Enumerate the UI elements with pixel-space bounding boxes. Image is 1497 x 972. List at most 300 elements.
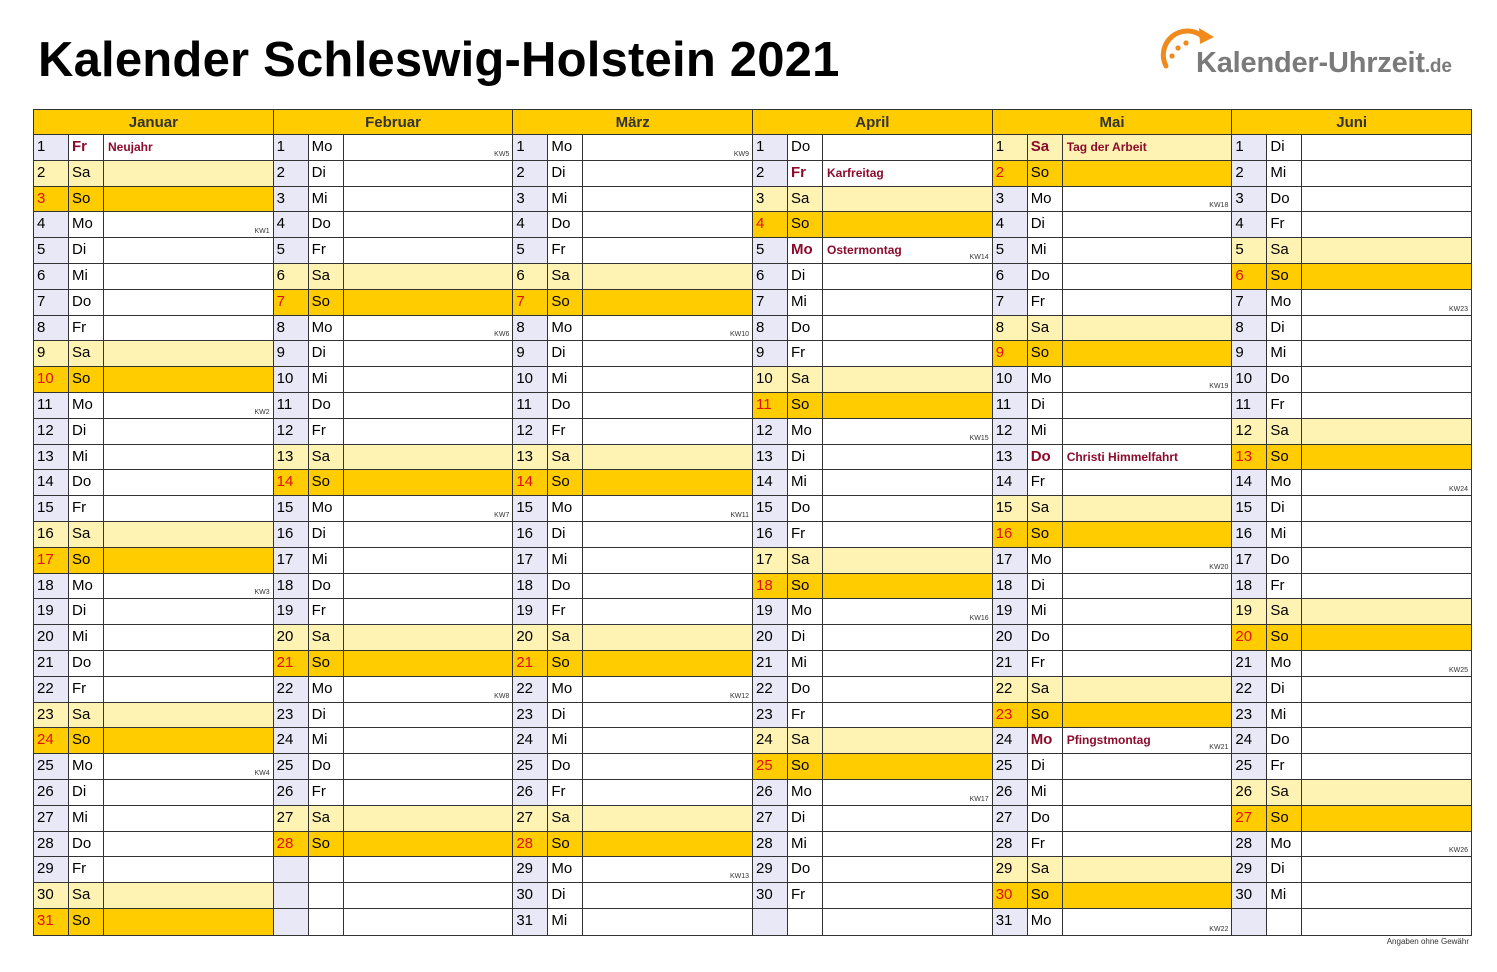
weekday-label: Mo — [788, 419, 823, 444]
weekday-label: So — [69, 367, 104, 392]
day-note-cell — [583, 625, 752, 650]
day-note-cell — [1302, 677, 1471, 702]
day-row — [513, 806, 752, 832]
weekday-label: Sa — [1267, 419, 1302, 444]
day-note-cell — [344, 238, 513, 263]
day-note-cell — [1063, 599, 1232, 624]
day-number: 27 — [753, 806, 788, 831]
day-number: 4 — [993, 212, 1028, 237]
day-number: 20 — [34, 625, 69, 650]
weekday-label: Do — [69, 651, 104, 676]
day-note-cell — [1302, 419, 1471, 444]
day-row — [753, 522, 992, 548]
empty-cell — [309, 857, 344, 882]
day-row — [274, 212, 513, 238]
weekday-label: Sa — [788, 187, 823, 212]
day-row — [274, 522, 513, 548]
weekday-label: So — [1028, 522, 1063, 547]
day-number: 7 — [753, 290, 788, 315]
day-row — [1232, 832, 1471, 858]
weekday-label: Do — [309, 393, 344, 418]
day-number: 30 — [993, 883, 1028, 908]
day-row — [753, 470, 992, 496]
weekday-label: Sa — [1267, 780, 1302, 805]
day-row — [274, 187, 513, 213]
weekday-label: Fr — [548, 419, 583, 444]
day-number: 26 — [993, 780, 1028, 805]
weekday-label: Mo — [1267, 832, 1302, 857]
empty-cell — [309, 909, 344, 935]
empty-cell — [1267, 909, 1302, 935]
day-number: 20 — [753, 625, 788, 650]
day-note-cell — [823, 883, 992, 908]
day-number: 18 — [34, 574, 69, 599]
day-row — [993, 728, 1232, 754]
day-number: 13 — [753, 445, 788, 470]
day-row — [274, 599, 513, 625]
holiday-label: Christi Himmelfahrt — [1066, 449, 1179, 464]
day-row — [34, 780, 273, 806]
day-note-cell — [344, 161, 513, 186]
day-row — [274, 548, 513, 574]
day-number: 28 — [993, 832, 1028, 857]
weekday-label: So — [1028, 883, 1063, 908]
day-row — [993, 161, 1232, 187]
weekday-label: Di — [309, 522, 344, 547]
day-row — [1232, 522, 1471, 548]
day-number: 28 — [274, 832, 309, 857]
day-row — [34, 264, 273, 290]
day-number: 22 — [34, 677, 69, 702]
day-row — [274, 264, 513, 290]
day-number: 14 — [34, 470, 69, 495]
day-note-cell — [344, 419, 513, 444]
weekday-label: So — [788, 393, 823, 418]
weekday-label: Fr — [309, 238, 344, 263]
day-number: 6 — [274, 264, 309, 289]
day-number: 10 — [513, 367, 548, 392]
day-note-cell — [104, 367, 273, 392]
day-row — [753, 238, 992, 264]
day-number: 24 — [753, 728, 788, 753]
day-note-cell — [1063, 161, 1232, 186]
day-note-cell — [823, 599, 992, 624]
day-row — [34, 728, 273, 754]
day-row — [513, 470, 752, 496]
day-number: 7 — [993, 290, 1028, 315]
day-note-cell — [1302, 832, 1471, 857]
day-row — [34, 574, 273, 600]
day-note-cell — [344, 651, 513, 676]
day-number: 8 — [34, 316, 69, 341]
weekday-label: Do — [788, 496, 823, 521]
day-number: 17 — [1232, 548, 1267, 573]
day-row — [993, 522, 1232, 548]
page-title: Kalender Schleswig-Holstein 2021 — [38, 33, 840, 87]
day-row — [513, 548, 752, 574]
day-row — [1232, 135, 1471, 161]
day-row — [274, 728, 513, 754]
day-number: 26 — [34, 780, 69, 805]
weekday-label: Do — [788, 135, 823, 160]
day-note-cell — [104, 883, 273, 908]
day-number: 24 — [993, 728, 1028, 753]
weekday-label: So — [548, 290, 583, 315]
day-row — [34, 832, 273, 858]
day-row — [274, 161, 513, 187]
week-number: KW5 — [494, 150, 510, 158]
day-row — [513, 238, 752, 264]
day-note-cell — [104, 341, 273, 366]
empty-cell — [753, 909, 788, 935]
empty-cell — [274, 857, 309, 882]
day-row — [993, 883, 1232, 909]
weekday-label: Do — [309, 212, 344, 237]
day-note-cell — [1063, 238, 1232, 263]
empty-cell — [1302, 909, 1471, 935]
day-row — [513, 780, 752, 806]
day-row — [993, 574, 1232, 600]
weekday-label: Mi — [788, 832, 823, 857]
day-note-cell — [1063, 341, 1232, 366]
day-number: 18 — [1232, 574, 1267, 599]
day-row — [513, 909, 752, 935]
day-number: 3 — [513, 187, 548, 212]
weekday-label: Sa — [309, 625, 344, 650]
day-number: 17 — [34, 548, 69, 573]
day-note-cell — [823, 703, 992, 728]
weekday-label: Di — [69, 238, 104, 263]
day-note-cell — [1063, 548, 1232, 573]
day-row — [1232, 728, 1471, 754]
day-note-cell — [823, 522, 992, 547]
weekday-label: Mo — [69, 212, 104, 237]
day-note-cell — [1302, 728, 1471, 753]
day-number: 23 — [1232, 703, 1267, 728]
day-row — [1232, 316, 1471, 342]
day-number: 4 — [753, 212, 788, 237]
weekday-label: Fr — [69, 316, 104, 341]
day-note-cell — [104, 316, 273, 341]
weekday-label: Fr — [1028, 651, 1063, 676]
day-row — [513, 599, 752, 625]
day-row — [34, 677, 273, 703]
day-number: 11 — [34, 393, 69, 418]
weekday-label: Mo — [1028, 367, 1063, 392]
day-note-cell — [1063, 316, 1232, 341]
day-note-cell — [823, 264, 992, 289]
day-note-cell — [1063, 857, 1232, 882]
day-number: 22 — [1232, 677, 1267, 702]
weekday-label: Mi — [309, 728, 344, 753]
day-number: 17 — [513, 548, 548, 573]
day-row — [993, 651, 1232, 677]
weekday-label: Sa — [69, 161, 104, 186]
day-number: 16 — [34, 522, 69, 547]
weekday-label: Do — [69, 470, 104, 495]
weekday-label: So — [309, 651, 344, 676]
weekday-label: Do — [1267, 367, 1302, 392]
day-number: 17 — [753, 548, 788, 573]
day-row — [513, 161, 752, 187]
weekday-label: Mi — [788, 651, 823, 676]
day-note-cell — [344, 367, 513, 392]
day-row — [34, 135, 273, 161]
day-note-cell — [823, 212, 992, 237]
day-number: 3 — [753, 187, 788, 212]
weekday-label: Do — [1028, 625, 1063, 650]
logo[interactable] — [1158, 22, 1478, 88]
day-number: 1 — [34, 135, 69, 160]
day-note-cell — [823, 393, 992, 418]
day-number: 21 — [753, 651, 788, 676]
day-row — [1232, 187, 1471, 213]
empty-cell — [1232, 909, 1267, 935]
day-note-cell — [1063, 290, 1232, 315]
week-number: KW7 — [494, 511, 510, 519]
day-note-cell — [583, 367, 752, 392]
day-note-cell — [1302, 393, 1471, 418]
weekday-label: Fr — [69, 677, 104, 702]
day-row — [993, 780, 1232, 806]
weekday-label: Di — [788, 445, 823, 470]
day-note-cell — [104, 496, 273, 521]
empty-cell — [274, 909, 309, 935]
weekday-label: Do — [788, 316, 823, 341]
empty-cell — [344, 909, 513, 935]
week-number: KW1 — [254, 228, 270, 236]
day-note-cell — [583, 832, 752, 857]
weekday-label: Di — [69, 780, 104, 805]
day-number: 5 — [993, 238, 1028, 263]
day-number: 16 — [274, 522, 309, 547]
day-row — [753, 496, 992, 522]
day-number: 18 — [513, 574, 548, 599]
day-row — [993, 238, 1232, 264]
day-number: 11 — [274, 393, 309, 418]
day-note-cell — [823, 677, 992, 702]
week-number: KW8 — [494, 692, 510, 700]
day-note-cell — [823, 651, 992, 676]
day-note-cell — [344, 599, 513, 624]
weekday-label: Mi — [309, 187, 344, 212]
day-number: 6 — [993, 264, 1028, 289]
day-note-cell — [1302, 316, 1471, 341]
day-note-cell — [344, 496, 513, 521]
day-note-cell — [583, 161, 752, 186]
day-number: 16 — [753, 522, 788, 547]
weekday-label: Sa — [69, 703, 104, 728]
weekday-label: Mi — [1267, 341, 1302, 366]
day-number: 19 — [753, 599, 788, 624]
day-note-cell — [823, 135, 992, 160]
weekday-label: Di — [309, 703, 344, 728]
weekday-label: Fr — [309, 780, 344, 805]
weekday-label: Do — [788, 857, 823, 882]
day-number: 25 — [274, 754, 309, 779]
day-row — [753, 445, 992, 471]
day-row — [1232, 883, 1471, 909]
day-number: 13 — [274, 445, 309, 470]
week-number: KW18 — [1209, 202, 1229, 210]
day-number: 2 — [274, 161, 309, 186]
day-note-cell — [104, 625, 273, 650]
day-note-cell — [1063, 135, 1232, 160]
weekday-label: Do — [69, 832, 104, 857]
weekday-label: Mi — [1028, 599, 1063, 624]
day-number: 6 — [513, 264, 548, 289]
day-number: 21 — [513, 651, 548, 676]
day-number: 19 — [34, 599, 69, 624]
day-number: 8 — [513, 316, 548, 341]
day-row — [513, 212, 752, 238]
day-row — [993, 135, 1232, 161]
day-number: 31 — [513, 909, 548, 935]
day-note-cell — [104, 135, 273, 160]
day-row — [1232, 780, 1471, 806]
day-number: 12 — [34, 419, 69, 444]
empty-day-row — [274, 883, 513, 909]
weekday-label: Fr — [309, 599, 344, 624]
day-row — [34, 445, 273, 471]
month-column-0 — [34, 110, 274, 935]
day-note-cell — [1063, 625, 1232, 650]
weekday-label: Mi — [1028, 780, 1063, 805]
weekday-label: Sa — [788, 367, 823, 392]
day-row — [274, 651, 513, 677]
day-number: 8 — [1232, 316, 1267, 341]
week-number: KW9 — [733, 150, 750, 158]
day-number: 12 — [993, 419, 1028, 444]
day-row — [1232, 367, 1471, 393]
weekday-label: Mi — [548, 548, 583, 573]
day-number: 12 — [513, 419, 548, 444]
weekday-label: Di — [1267, 135, 1302, 160]
day-number: 27 — [34, 806, 69, 831]
day-row — [753, 135, 992, 161]
month-header: Februar — [274, 110, 513, 135]
calendar-grid — [33, 109, 1472, 936]
weekday-label: Sa — [69, 883, 104, 908]
day-note-cell — [583, 909, 752, 935]
day-note-cell — [1063, 367, 1232, 392]
day-number: 28 — [753, 832, 788, 857]
day-number: 14 — [513, 470, 548, 495]
day-number: 8 — [993, 316, 1028, 341]
day-row — [274, 135, 513, 161]
day-note-cell — [344, 187, 513, 212]
day-row — [753, 883, 992, 909]
empty-day-row — [274, 909, 513, 935]
day-number: 14 — [274, 470, 309, 495]
weekday-label: Do — [1028, 806, 1063, 831]
logo-text: Kalender-Uhrzeit.de — [1196, 47, 1452, 79]
holiday-label: Tag der Arbeit — [1066, 140, 1147, 154]
day-number: 11 — [513, 393, 548, 418]
day-number: 2 — [1232, 161, 1267, 186]
weekday-label: Sa — [1028, 677, 1063, 702]
day-number: 29 — [513, 857, 548, 882]
day-number: 6 — [753, 264, 788, 289]
day-row — [1232, 290, 1471, 316]
day-row — [513, 754, 752, 780]
day-row — [513, 883, 752, 909]
day-row — [993, 212, 1232, 238]
empty-cell — [274, 883, 309, 908]
weekday-label: So — [309, 832, 344, 857]
day-note-cell — [344, 832, 513, 857]
day-number: 5 — [1232, 238, 1267, 263]
day-row — [993, 832, 1232, 858]
day-note-cell — [1063, 264, 1232, 289]
day-number: 13 — [34, 445, 69, 470]
day-row — [513, 625, 752, 651]
weekday-label: Do — [1267, 548, 1302, 573]
weekday-label: Mo — [788, 238, 823, 263]
day-row — [274, 625, 513, 651]
weekday-label: Di — [1028, 212, 1063, 237]
day-number: 23 — [274, 703, 309, 728]
weekday-label: So — [548, 470, 583, 495]
day-note-cell — [583, 290, 752, 315]
day-note-cell — [104, 677, 273, 702]
day-number: 21 — [1232, 651, 1267, 676]
weekday-label: Mi — [309, 548, 344, 573]
weekday-label: Mo — [1267, 290, 1302, 315]
day-note-cell — [344, 393, 513, 418]
empty-day-row — [274, 857, 513, 883]
day-row — [1232, 238, 1471, 264]
day-note-cell — [1302, 522, 1471, 547]
day-note-cell — [583, 419, 752, 444]
day-note-cell — [104, 574, 273, 599]
day-row — [993, 264, 1232, 290]
day-number: 2 — [34, 161, 69, 186]
day-note-cell — [583, 187, 752, 212]
weekday-label: Mo — [788, 599, 823, 624]
day-number: 22 — [274, 677, 309, 702]
day-number: 24 — [513, 728, 548, 753]
day-row — [753, 161, 992, 187]
day-number: 26 — [1232, 780, 1267, 805]
weekday-label: Di — [1267, 857, 1302, 882]
day-note-cell — [1302, 290, 1471, 315]
day-number: 15 — [1232, 496, 1267, 521]
weekday-label: Mi — [69, 625, 104, 650]
day-note-cell — [104, 728, 273, 753]
day-note-cell — [344, 625, 513, 650]
day-row — [753, 290, 992, 316]
weekday-label: Mi — [788, 290, 823, 315]
day-number: 30 — [513, 883, 548, 908]
weekday-label: Mi — [69, 264, 104, 289]
weekday-label: Sa — [1267, 599, 1302, 624]
day-note-cell — [583, 445, 752, 470]
weekday-label: Di — [1267, 316, 1302, 341]
day-row — [1232, 419, 1471, 445]
weekday-label: Di — [548, 341, 583, 366]
week-number: KW21 — [1209, 744, 1229, 752]
day-number: 23 — [753, 703, 788, 728]
day-note-cell — [104, 806, 273, 831]
day-number: 5 — [753, 238, 788, 263]
day-note-cell — [583, 496, 752, 521]
holiday-label: Karfreitag — [827, 165, 884, 180]
week-number: KW2 — [254, 408, 270, 416]
day-row — [513, 316, 752, 342]
day-number: 3 — [993, 187, 1028, 212]
day-row — [993, 341, 1232, 367]
